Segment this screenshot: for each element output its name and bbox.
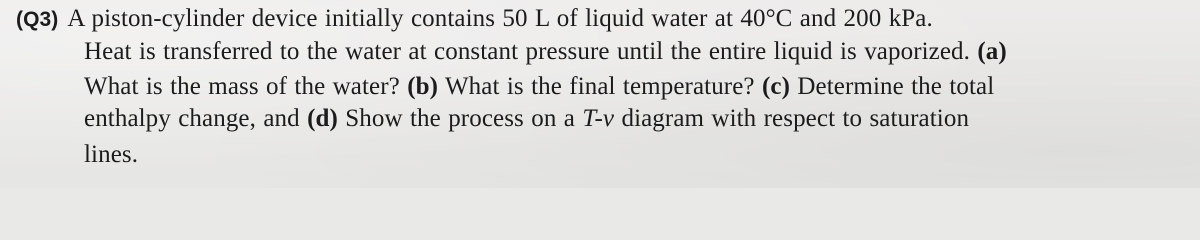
part-d-text-continued: diagram with respect to saturation [621,105,970,132]
question-text-line-5: lines. [84,141,139,168]
question-line-3 [84,72,994,101]
question-number: (Q3) [16,8,59,31]
question-text-line-1: A piston-cylinder device initially contains 50 L of liquid water at 40°C and 200 kPa. [67,5,933,32]
question-line-5 [84,140,138,169]
part-c-label: (c) [761,73,791,100]
question-text-line-2: Heat is transferred to the water at constant pressure until the entire liquid is vaporized. [84,38,971,65]
part-b-label: (b) [407,73,439,100]
question-line-1 [16,4,933,34]
question-line-4 [84,104,969,133]
part-a-label: (a) [977,38,1007,65]
part-c-text: Determine the total [797,73,995,100]
part-c-text-continued: enthalpy change, and [84,105,300,132]
question-line-2 [84,37,1007,66]
part-b-text: What is the final temperature? [444,73,755,100]
tv-diagram-variable: T-v [582,105,615,132]
part-d-label: (d) [307,105,338,132]
part-a-text: What is the mass of the water? [84,73,400,100]
part-d-text: Show the process on a [345,105,575,132]
